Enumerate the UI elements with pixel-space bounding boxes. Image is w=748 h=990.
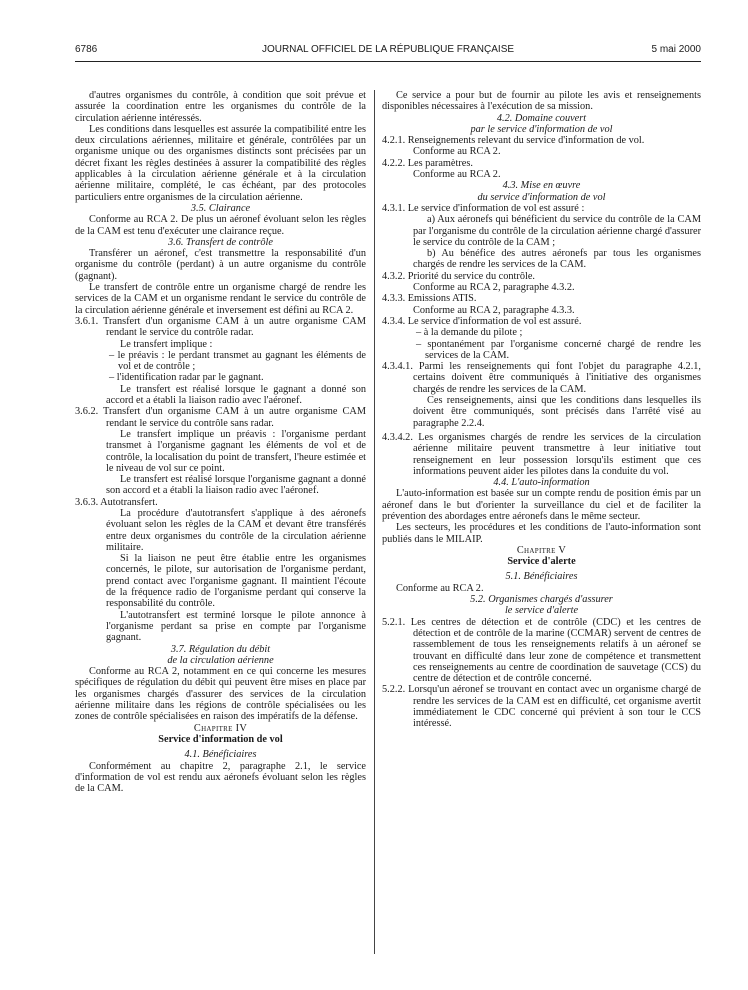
paragraph: Conforme au RCA 2, notamment en ce qui concerne les mesures spécifiques de régulation du débit qui peuvent être mises en place par les organismes chargés d'assurer des services de la circulation aérienne militaire dans les régions de contrôle spécialisées ou les zones de contrôle spécialisées en raison des impératifs de la défense. bbox=[75, 666, 366, 723]
paragraph: L'auto-information est basée sur un compte rendu de position émis par un aéronef dans le but d'orienter la surveillance du ciel et de faciliter la prévention des abordages entre aéronefs dans le même secteur. bbox=[382, 488, 701, 522]
paragraph: Le transfert est réalisé lorsque l'organisme gagnant a donné son accord et a établi la liaison radio avec l'aéronef. bbox=[106, 474, 366, 497]
numbered-item-4-3-1: 4.3.1. Le service d'information de vol est assuré : bbox=[382, 202, 585, 214]
section-heading-3-6: 3.6. Transfert de contrôle bbox=[168, 236, 273, 248]
paragraph: a) Aux aéronefs qui bénéficient du service du contrôle de la CAM par l'organisme du contrôle de la circulation aérienne chargé d'assurer le service du contrôle de la CAM ; bbox=[413, 214, 701, 248]
paragraph: Si la liaison ne peut être établie entre les organismes concernés, le pilote, sur autorisation de l'organisme perdant, prend contact avec l'organisme gagnant. Il maintient l'écoute de la fréquence radio de l'organisme perdant qui conserve la responsabilité du contrôle. bbox=[106, 553, 366, 610]
dash-item: – le préavis : le perdant transmet au gagnant les éléments de vol et de contrôle ; bbox=[109, 349, 366, 373]
section-heading-5-2-line2: le service d'alerte bbox=[504, 605, 579, 617]
publication-date: 5 mai 2000 bbox=[651, 44, 701, 55]
paragraph: Les conditions dans lesquelles est assurée la compatibilité entre les deux circulations aériennes, militaire et générale, contrôlées par un organisme unique ou des organismes distincts sont précisées par un décret fixant les règles destinées à assurer la compatibilité des règles applicables à la circulation aérienne générale et à la circulation aérienne militaire, complété, le cas échéant, par des protocoles particuliers entre organismes de la circulation aérienne. bbox=[75, 123, 366, 203]
paragraph: Le transfert implique : bbox=[120, 338, 213, 350]
paragraph: La procédure d'autotransfert s'applique à des aéronefs évoluant selon les règles de la CAM et devant être transférés entre deux organismes du contrôle de la circulation aérienne militaire. bbox=[106, 507, 366, 553]
paragraph: Conforme au RCA 2. bbox=[413, 146, 501, 158]
numbered-item-4-2-2: 4.2.2. Les paramètres. bbox=[382, 157, 473, 169]
paragraph: Conforme au RCA 2, paragraphe 4.3.2. bbox=[413, 282, 575, 294]
section-heading-4-2-line2: par le service d'information de vol bbox=[470, 123, 613, 135]
paragraph: Conforme au RCA 2, paragraphe 4.3.3. bbox=[413, 304, 575, 316]
column-divider bbox=[374, 90, 375, 954]
numbered-item-4-3-4-1: 4.3.4.1. Parmi les renseignements qui font l'objet du paragraphe 4.2.1, certains doivent être communiqués à l'initiative des organismes chargés de rendre les services de la CAM. bbox=[382, 361, 701, 395]
paragraph: Les secteurs, les procédures et les conditions de l'auto-information sont publiés dans le MILAIP. bbox=[382, 522, 701, 545]
chapter-label-iv: Chapitre IV bbox=[193, 722, 248, 734]
chapter-title-v: Service d'alerte bbox=[507, 556, 576, 568]
section-heading-5-2: 5.2. Organismes chargés d'assurer bbox=[470, 594, 613, 606]
paragraph: Conforme au RCA 2. De plus un aéronef évoluant selon les règles de la CAM est tenu d'exécuter une clairance reçue. bbox=[75, 214, 366, 237]
section-heading-4-4: 4.4. L'auto-information bbox=[493, 477, 590, 489]
page-number: 6786 bbox=[75, 44, 98, 55]
chapter-label-v: Chapitre V bbox=[516, 544, 567, 556]
paragraph: Ces renseignements, ainsi que les conditions dans lesquelles ils doivent être communiqués, sont précisés dans l'arrêté visé au paragraphe 2.2.4. bbox=[413, 395, 701, 429]
section-heading-5-1: 5.1. Bénéficiaires bbox=[505, 571, 578, 583]
numbered-item-4-2-1: 4.2.1. Renseignements relevant du service d'information de vol. bbox=[382, 135, 645, 147]
left-column bbox=[75, 90, 366, 974]
paragraph: Conformément au chapitre 2, paragraphe 2.1, le service d'information de vol est rendu aux aéronefs évoluant selon les règles de la CAM. bbox=[75, 760, 366, 795]
section-heading-3-5: 3.5. Clairance bbox=[190, 202, 251, 214]
paragraph: b) Au bénéfice des autres aéronefs par tous les organismes chargés de rendre les services de la CAM. bbox=[413, 248, 701, 271]
numbered-item-4-3-2: 4.3.2. Priorité du service du contrôle. bbox=[382, 270, 535, 282]
numbered-item-5-2-1: 5.2.1. Les centres de détection et de contrôle (CDC) et les centres de détection et de contrôle de la marine (CCMAR) servent de centres de rassemblement de tous les renseignements relatifs à un aéronef se trouvant en difficulté dans leur zone de compétence et transmettent ces renseignements au centre de coordination de sauvetage (CCS) du centre de détection et de contrôle concerné. bbox=[382, 616, 701, 685]
numbered-item-5-2-2: 5.2.2. Lorsqu'un aéronef se trouvant en contact avec un organisme chargé de rendre les services de la CAM est en difficulté, cet organisme avertit immédiatement le CDC concerné qui prévient à son tour le CCS intéressé. bbox=[382, 684, 701, 730]
numbered-item-4-3-4-2: 4.3.4.2. Les organismes chargés de rendre les services de la circulation aérienne militaire peuvent transmettre à leur initiative tout renseignement en leur possession lorsqu'ils estiment que ces informations peuvent aider les pilotes dans la conduite du vol. bbox=[382, 431, 701, 477]
numbered-item-4-3-3: 4.3.3. Emissions ATIS. bbox=[382, 293, 477, 305]
paragraph: Conforme au RCA 2. bbox=[413, 169, 501, 181]
numbered-item-3-6-3: 3.6.3. Autotransfert. bbox=[75, 496, 158, 508]
paragraph: Le transfert implique un préavis : l'organisme perdant transmet à l'organisme gagnant les éléments de vol et de contrôle, la localisation du point de transfert, l'heure estimée et le niveau de vol sur ce point. bbox=[106, 428, 366, 474]
journal-title: JOURNAL OFFICIEL DE LA RÉPUBLIQUE FRANÇAISE bbox=[261, 44, 515, 55]
section-heading-4-1: 4.1. Bénéficiaires bbox=[184, 749, 257, 761]
numbered-item-3-6-2: 3.6.2. Transfert d'un organisme CAM à un autre organisme CAM rendant le service du contrôle sans radar. bbox=[75, 406, 366, 429]
dash-item: – à la demande du pilote ; bbox=[416, 327, 523, 339]
header-rule bbox=[75, 61, 701, 62]
paragraph: Le transfert est réalisé lorsque le gagnant a donné son accord et a établi la liaison radio avec l'aéronef. bbox=[106, 383, 366, 407]
section-heading-4-2: 4.2. Domaine couvert bbox=[496, 112, 587, 124]
paragraph: Transférer un aéronef, c'est transmettre la responsabilité d'un organisme du contrôle (perdant) à un autre organisme du contrôle (gagnant). bbox=[75, 248, 366, 282]
numbered-item-3-6-1: 3.6.1. Transfert d'un organisme CAM à un autre organisme CAM rendant le service du contrôle radar. bbox=[75, 315, 366, 339]
section-heading-3-7: 3.7. Régulation du débit bbox=[170, 643, 271, 655]
paragraph: Ce service a pour but de fournir au pilote les avis et renseignements disponibles nécessaires à l'exécution de sa mission. bbox=[382, 90, 701, 113]
paragraph: L'autotransfert est terminé lorsque le pilote annonce à l'organisme perdant sa prise en compte par l'organisme gagnant. bbox=[106, 609, 366, 644]
chapter-title-iv: Service d'information de vol bbox=[158, 733, 283, 745]
section-heading-3-7-line2: de la circulation aérienne bbox=[167, 654, 274, 666]
dash-item: – l'identification radar par le gagnant. bbox=[109, 372, 264, 384]
dash-item: – spontanément par l'organisme concerné chargé de rendre les services de la CAM. bbox=[416, 338, 701, 361]
right-column bbox=[382, 90, 701, 974]
page-header bbox=[75, 44, 701, 58]
section-heading-4-3-line2: du service d'information de vol bbox=[477, 191, 606, 203]
paragraph: d'autres organismes du contrôle, à condition que soit prévue et assurée la coordination entre les organismes du contrôle de la circulation aérienne intéressés. bbox=[75, 90, 366, 124]
numbered-item-4-3-4: 4.3.4. Le service d'information de vol est assuré. bbox=[382, 315, 582, 327]
paragraph: Conforme au RCA 2. bbox=[396, 582, 484, 594]
paragraph: Le transfert de contrôle entre un organisme chargé de rendre les services de la CAM et un organisme rendant le service du contrôle de la circulation aérienne générale et inversement est défini au RCA 2. bbox=[75, 282, 366, 316]
section-heading-4-3: 4.3. Mise en œuvre bbox=[502, 180, 581, 192]
